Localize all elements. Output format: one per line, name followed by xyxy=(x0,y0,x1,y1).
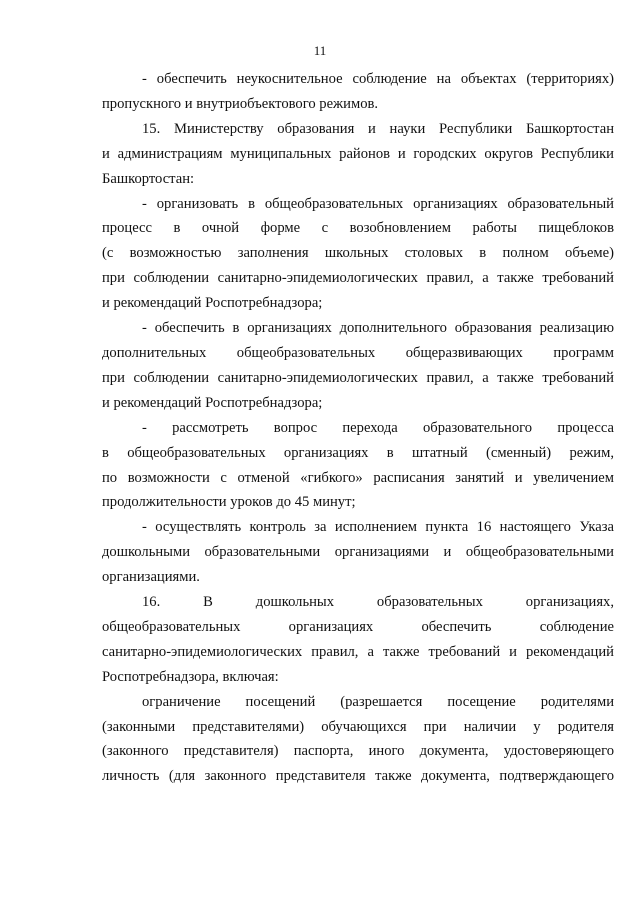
text-line: (законного представителя) паспорта, иного документа, удостоверяющего xyxy=(102,743,614,760)
text-line: - осуществлять контроль за исполнением пункта 16 настоящего Указа xyxy=(142,519,614,536)
text-line: и рекомендаций Роспотребнадзора; xyxy=(102,394,323,411)
text-line: Башкортостан: xyxy=(102,170,195,187)
text-line: дошкольными образовательными организациями и общеобразовательными xyxy=(102,544,614,561)
text-line: Роспотребнадзора, включая: xyxy=(102,668,279,685)
text-line: организациями. xyxy=(102,569,200,586)
text-line: продолжительности уроков до 45 минут; xyxy=(102,494,356,511)
text-line: процесс в очной форме с возобновлением работы пищеблоков xyxy=(102,220,614,237)
text-line: - организовать в общеобразовательных организациях образовательный xyxy=(142,195,614,212)
text-line: 15. Министерству образования и науки Республики Башкортостан xyxy=(142,120,614,137)
text-line: личность (для законного представителя также документа, подтверждающего xyxy=(102,768,614,785)
page-number: 11 xyxy=(313,43,327,58)
text-line: санитарно-эпидемиологических правил, а также требований и рекомендаций xyxy=(102,643,614,660)
text-line: - обеспечить неукоснительное соблюдение на объектах (территориях) xyxy=(142,71,614,87)
text-line: - обеспечить в организациях дополнительного образования реализацию xyxy=(142,320,614,337)
text-line: ограничение посещений (разрешается посещение родителями xyxy=(142,693,614,710)
text-line: (законными представителями) обучающихся при наличии у родителя xyxy=(102,718,614,735)
text-line: при соблюдении санитарно-эпидемиологических правил, а также требований xyxy=(102,270,614,287)
text-line: по возможности с отменой «гибкого» расписания занятий и увеличением xyxy=(102,469,614,486)
text-line: 16. В дошкольных образовательных организациях, xyxy=(142,594,614,611)
text-line: пропускного и внутриобъектового режимов. xyxy=(102,95,379,112)
text-line: при соблюдении санитарно-эпидемиологических правил, а также требований xyxy=(102,369,614,386)
text-line: общеобразовательных организациях обеспечить соблюдение xyxy=(102,618,614,635)
text-line: и администрациям муниципальных районов и городских округов Республики xyxy=(102,145,614,162)
text-line: дополнительных общеобразовательных общеразвивающих программ xyxy=(102,344,614,361)
text-line: и рекомендаций Роспотребнадзора; xyxy=(102,295,323,312)
text-line: - рассмотреть вопрос перехода образовательного процесса xyxy=(142,419,614,436)
text-line: (с возможностью заполнения школьных столовых в полном объеме) xyxy=(102,245,614,262)
document-body xyxy=(102,67,614,789)
text-line: в общеобразовательных организациях в штатный (сменный) режим, xyxy=(102,444,614,461)
